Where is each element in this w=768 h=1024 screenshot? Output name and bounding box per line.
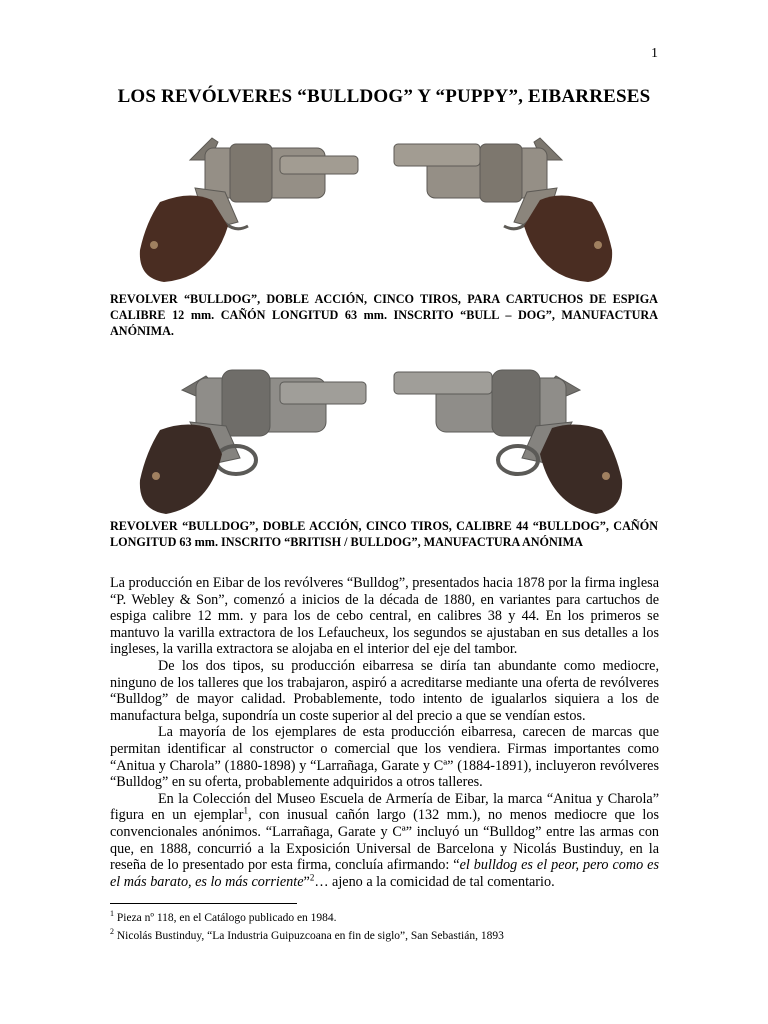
footnote-text-1: Pieza nº 118, en el Catálogo publicado en 1984. [116, 911, 337, 924]
footnote-separator [110, 903, 297, 904]
paragraph-4-part-b: , con inusual cañón largo (132 mm.), no menos mediocre que los convencionales anónimos. “Larrañaga, Garate y Cª” incluyó un “Bulldog” entre las armas con que, en 1888, concurrió a la Exposición Universal de Barcelona y Nicolás Bustinduy, en la reseña de lo presentado por esta firma, concluía afirmando: “ [110, 807, 659, 874]
quoted-remark: el bulldog es el peor, pero como es el más barato, es lo más corriente [110, 857, 659, 890]
paragraph-4-part-a: En la Colección del Museo Escuela de Armería de Eibar, la marca “Anitua y Charola” figura en un ejemplar [110, 790, 659, 824]
footnote-ref-1: 1 [243, 805, 249, 816]
footnote-2 [110, 925, 670, 943]
figure-caption-2: REVOLVER “BULLDOG”, DOBLE ACCIÓN, CINCO TIROS, CALIBRE 44 “BULLDOG”, CAÑÓN LONGITUD 63 mm. INSCRITO “BRITISH / BULLDOG”, MANUFACTURA ANÓNIMA [110, 519, 658, 549]
revolver-photo-1-right [392, 130, 632, 290]
body-text [110, 575, 659, 890]
paragraph-4-part-d: … ajeno a la comicidad de tal comentario. [314, 873, 555, 890]
footnote-mark-2: 2 [110, 927, 114, 937]
footnote-mark-1: 1 [110, 909, 114, 918]
revolver-photo-1-left [120, 130, 360, 290]
document-title: LOS REVÓLVERES “BULLDOG” Y “PUPPY”, EIBARRESES [117, 86, 651, 107]
paragraph-1: La producción en Eibar de los revólveres “Bulldog”, presentados hacia 1878 por la firma inglesa “P. Webley & Son”, comenzó a inicios de la década de 1880, en variantes para cartuchos de espiga calibre 12 mm. y para los de cebo central, en calibres 38 y 44. En los primeros se mantuvo la varilla extractora de los Lefaucheux, los segundos se ajustaban en sus detalles a los ingleses, la varilla extractora se alojaba en el interior del eje del tambor. [110, 575, 659, 658]
paragraph-2: De los dos tipos, su producción eibarresa se diría tan abundante como mediocre, ninguno de los talleres que los trabajaron, aspiró a acreditarse mediante una oferta de revólveres “Bulldog” de mayor calidad. Probablemente, todo intento de igualarlos siquiera a los de manufactura belga, supondría un coste superior al del precio a que se vendían estos. [110, 657, 659, 724]
footnote-1 [110, 907, 670, 925]
paragraph-4 [110, 791, 659, 891]
figure-caption-1: REVOLVER “BULLDOG”, DOBLE ACCIÓN, CINCO TIROS, PARA CARTUCHOS DE ESPIGA CALIBRE 12 mm. CAÑÓN LONGITUD 63 mm. INSCRITO “BULL – DOG”, MANUFACTURA ANÓNIMA. [110, 292, 658, 338]
footnotes [110, 907, 670, 944]
revolver-photo-2-right [392, 368, 632, 518]
footnote-text-2: Nicolás Bustinduy, “La Industria Guipuzcoana en fin de siglo”, San Sebastián, 1893 [116, 930, 504, 943]
page-number: 1 [651, 46, 658, 61]
paragraph-4-close-quote: ” [303, 873, 310, 890]
footnote-ref-2: 2 [309, 871, 315, 882]
revolver-photo-2-left [130, 368, 370, 518]
paragraph-3: La mayoría de los ejemplares de esta producción eibarresa, carecen de marcas que permitan identificar al constructor o comercial que los vendiera. Firmas importantes como “Anitua y Charola” (1880-1898) y “Larrañaga, Garate y Cª” (1884-1891), incluyeron revólveres “Bulldog” en su oferta, probablemente adquiridos a otros talleres. [110, 724, 659, 791]
